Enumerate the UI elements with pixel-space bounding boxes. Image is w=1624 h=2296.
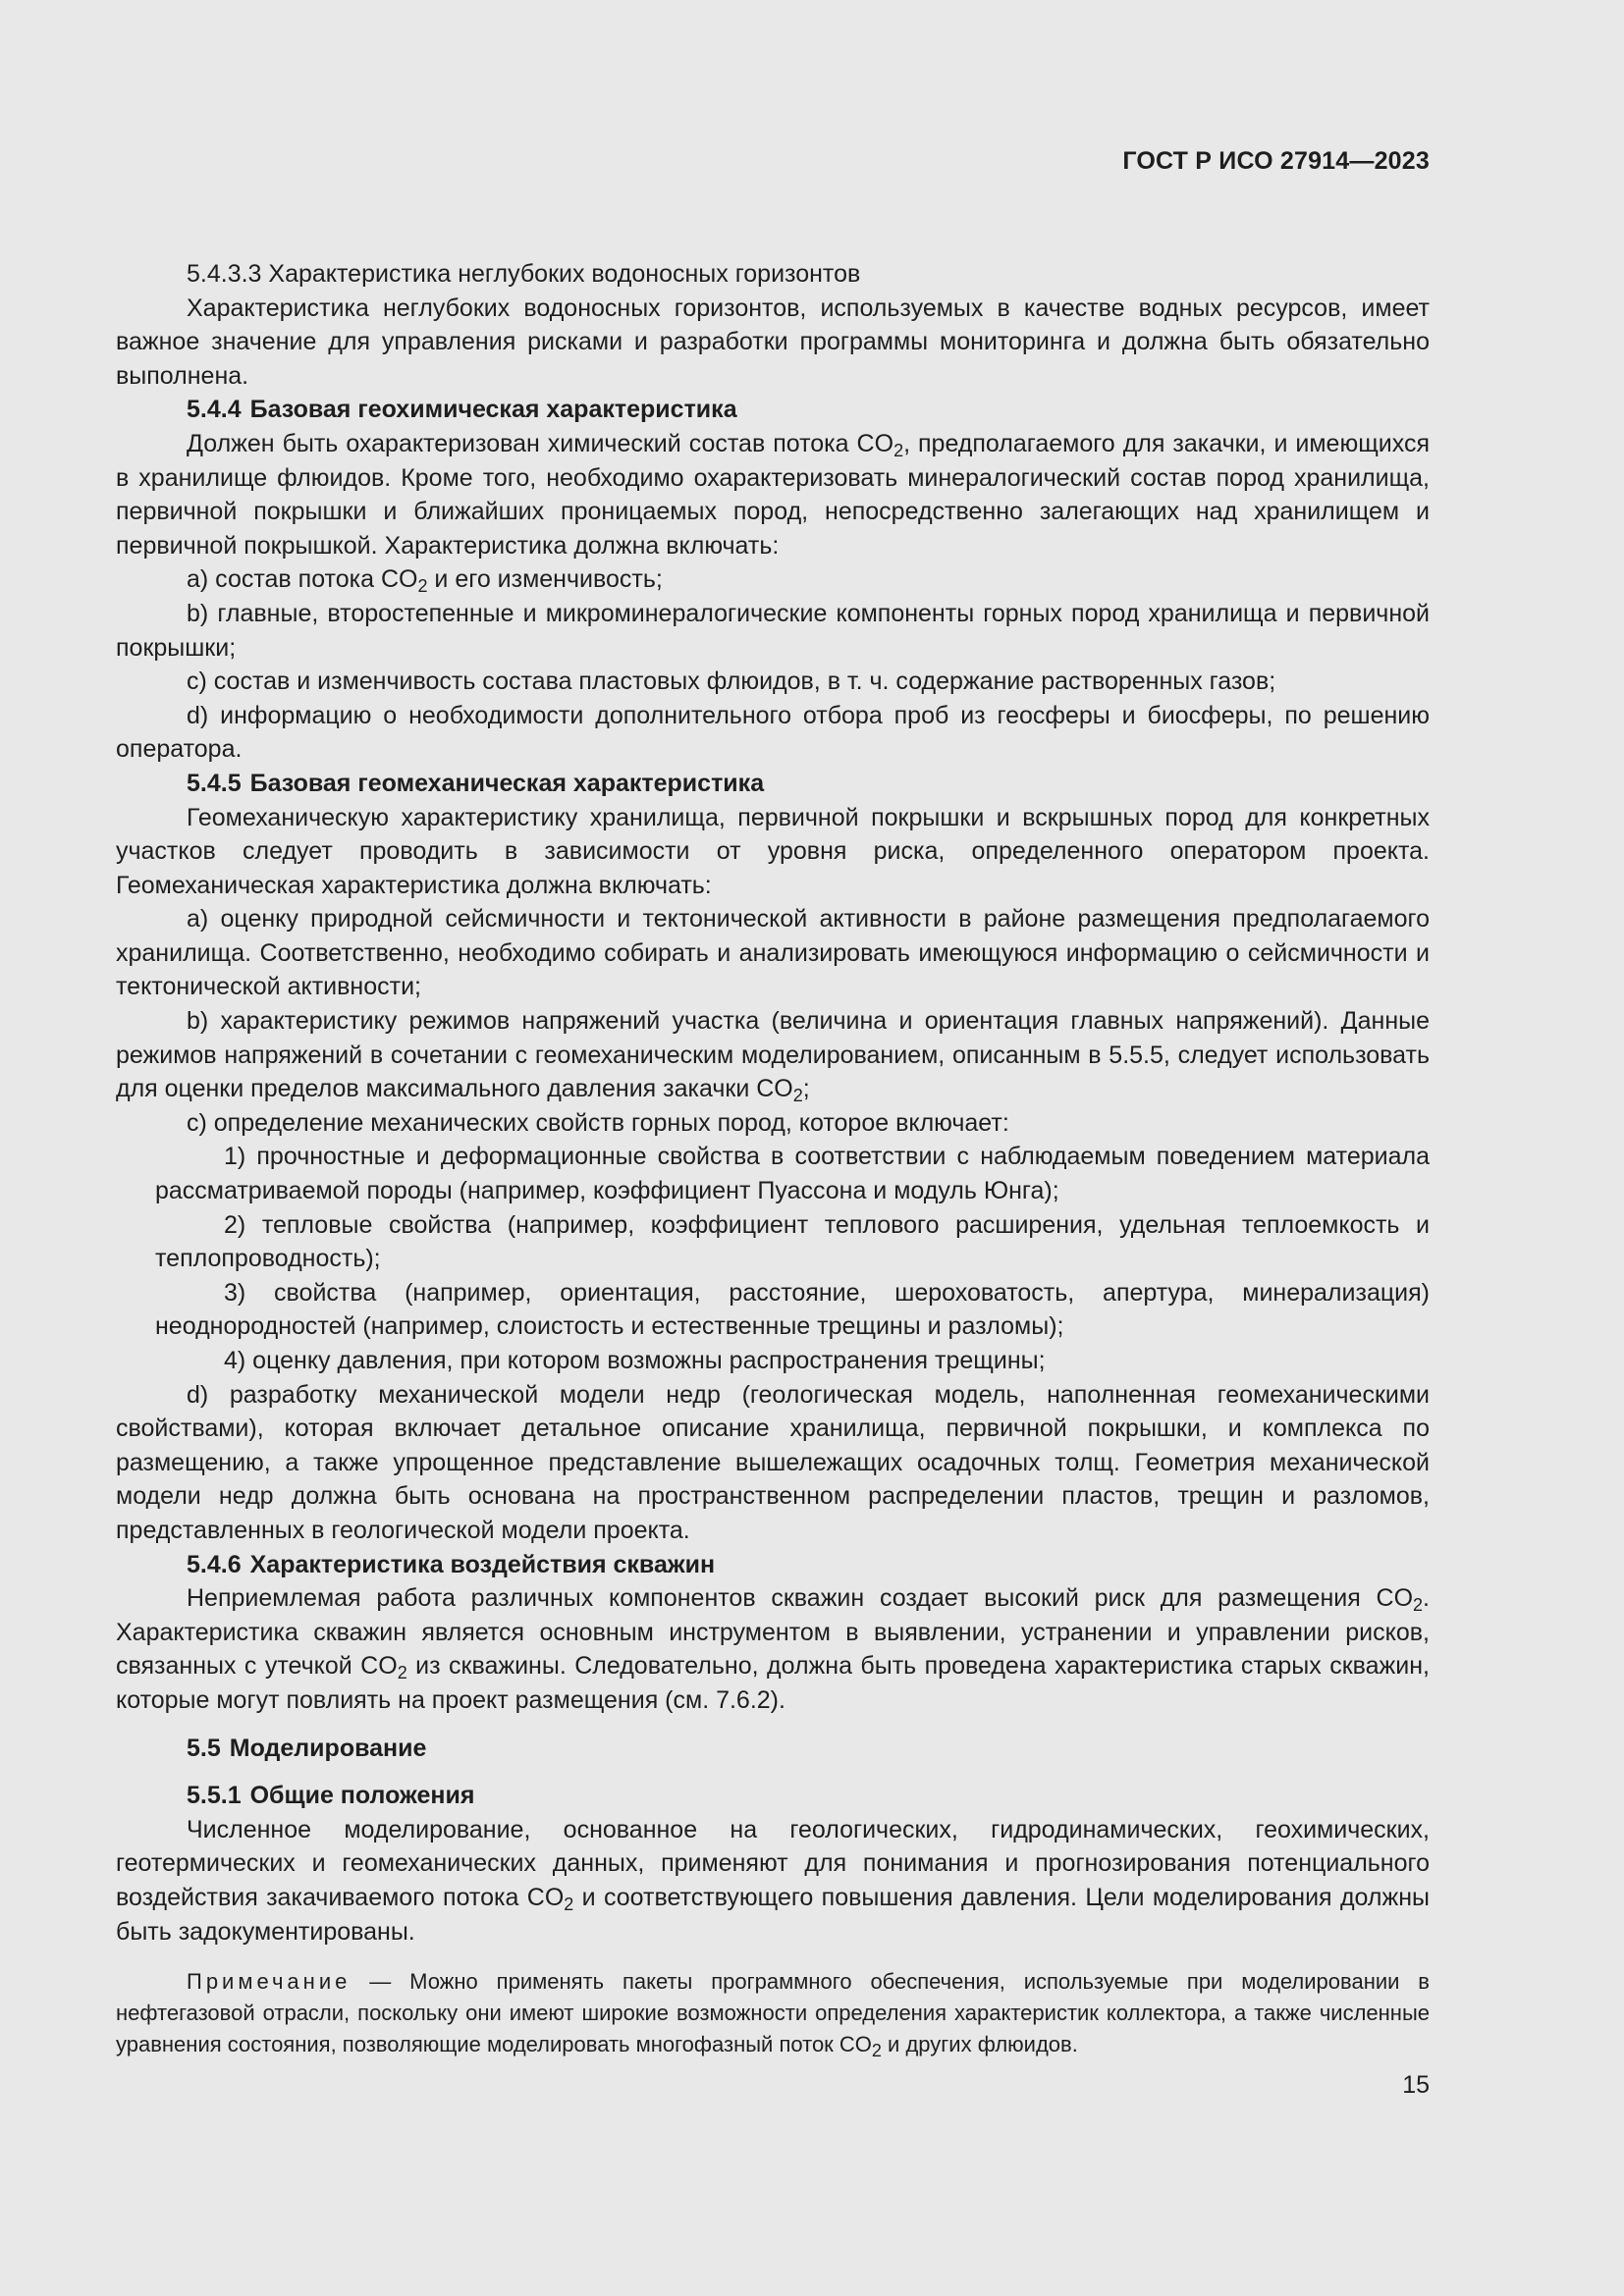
list-item: a) оценку природной сейсмичности и тектонической активности в районе размещения предполагаемого хранилища. Соответственно, необходимо собирать и анализировать имеющуюся информацию о сейсмичности и тектонической активности; [116, 905, 1430, 1001]
sub-list-item: 4) оценку давления, при котором возможны распространения трещины; [224, 1347, 1046, 1374]
note-label: Примечание [187, 1969, 352, 1995]
text: ; [802, 1075, 810, 1103]
subscript: 2 [792, 1086, 803, 1106]
text: Численное моделирование, основанное на геологических, гидродинамических, геохимических, геотермических и геомеханических данных, применяют для понимания и прогнозирования потенциального воздействия закачиваемого потока CO [116, 1815, 1430, 1911]
page-number: 15 [1402, 2071, 1430, 2099]
section-5-5-1-heading [116, 1779, 1430, 1813]
section-title: Базовая геомеханическая характеристика [249, 769, 765, 797]
note [116, 1966, 1430, 2060]
document-id-header: ГОСТ Р ИСО 27914—2023 [1122, 147, 1430, 175]
text: из скважины. Следовательно, должна быть проведена характеристика старых скважин, которые могут повлиять на проект размещения (см. 7.6.2). [116, 1652, 1430, 1714]
section-title: Характеристика воздействия скважин [249, 1550, 716, 1578]
paragraph [116, 427, 1430, 562]
text: Должен быть охарактеризован химический состав потока CO [187, 429, 894, 457]
list-item: d) информацию о необходимости дополнительного отбора проб из геосферы и биосферы, по решению оператора. [116, 701, 1430, 764]
paragraph [116, 1813, 1430, 1949]
text: и его изменчивость; [427, 565, 663, 594]
text: a) состав потока CO [187, 565, 418, 594]
paragraph: Геомеханическую характеристику хранилища, первичной покрышки и вскрышных пород для конкретных участков следует проводить в зависимости от уровня риска, определенного оператором проекта. Геомеханическая характеристика должна включать: [116, 803, 1430, 899]
text: b) характеристику режимов напряжений участка (величина и ориентация главных напряжений). Данные режимов напряжений в сочетании с геомеханическим моделированием, описанным в 5.5.5, следует использовать для оценки пределов максимального давления закачки CO [116, 1007, 1430, 1103]
text: — Можно применять пакеты программного обеспечения, используемые при моделировании в нефтегазовой отрасли, поскольку они имеют широкие возможности определения характеристик коллектора, а также численные уравнения состояния, позволяющие моделировать многофазный поток CO [116, 1969, 1430, 2057]
section-number: 5.5.1 [187, 1782, 242, 1810]
subscript: 2 [893, 440, 904, 460]
list-item [116, 1004, 1430, 1106]
text: и других флюидов. [881, 2032, 1078, 2057]
sub-list-item: 3) свойства (например, ориентация, расстояние, шероховатость, апертура, минерализация) неоднородностей (например, слоистость и естественные трещины и разломы); [155, 1278, 1430, 1341]
text: и соответствующего повышения давления. Цели моделирования должны быть задокументированы. [116, 1883, 1430, 1946]
section-number: 5.4.5 [187, 769, 242, 797]
list-item: c) определение механических свойств горных пород, которое включает: [187, 1108, 1009, 1137]
subscript: 2 [1413, 1595, 1424, 1616]
list-item: d) разработку механической модели недр (геологическая модель, наполненная геомеханическими свойствами), которая включает детальное описание хранилища, первичной покрышки, и комплекса по размещению, а также упрощенное представление вышележащих осадочных толщ. Геометрия механической модели недр должна быть основана на пространственном распределении пластов, трещин и разломов, представленных в геологической модели проекта. [116, 1380, 1430, 1544]
sub-list-item: 2) тепловые свойства (например, коэффициент теплового расширения, удельная теплоемкость и теплопроводность); [155, 1210, 1430, 1273]
section-title: Общие положения [249, 1782, 475, 1810]
document-body [116, 257, 1430, 2060]
section-5-4-6-heading [116, 1548, 1430, 1582]
section-number: 5.5 [187, 1734, 221, 1762]
sub-list-item: 1) прочностные и деформационные свойства в соответствии с наблюдаемым поведением материала рассматриваемой породы (например, коэффициент Пуассона и модуль Юнга); [155, 1143, 1430, 1205]
list-item [116, 562, 1430, 597]
subscript: 2 [397, 1663, 407, 1683]
subscript: 2 [871, 2041, 882, 2061]
section-number: 5.4.4 [187, 396, 242, 424]
list-item: b) главные, второстепенные и микроминералогические компоненты горных пород хранилища и первичной покрышки; [116, 599, 1430, 662]
paragraph [116, 1581, 1430, 1717]
section-5-4-5-heading [116, 767, 1430, 801]
text: . Характеристика скважин является основным инструментом в выявлении, устранении и управлении рисков, связанных с утечкой CO [116, 1584, 1430, 1681]
section-number: 5.4.6 [187, 1550, 242, 1578]
section-title: Базовая геохимическая характеристика [249, 396, 737, 424]
subscript: 2 [417, 576, 428, 597]
section-title: Моделирование [229, 1734, 427, 1762]
subscript: 2 [564, 1894, 574, 1914]
list-item: c) состав и изменчивость состава пластовых флюидов, в т. ч. содержание растворенных газов; [187, 667, 1276, 696]
section-5-5-heading [116, 1732, 1430, 1766]
text: , предполагаемого для закачки, и имеющихся в хранилище флюидов. Кроме того, необходимо охарактеризовать минералогический состав пород хранилища, первичной покрышки и ближайших проницаемых пород, непосредственно залегающих над хранилищем и первичной покрышкой. Характеристика должна включать: [116, 429, 1430, 560]
paragraph: Характеристика неглубоких водоносных горизонтов, используемых в качестве водных ресурсов, имеет важное значение для управления рисками и разработки программы мониторинга и должна быть обязательно выполнена. [116, 294, 1430, 390]
section-5-4-3-3-heading: 5.4.3.3 Характеристика неглубоких водоносных горизонтов [187, 260, 861, 288]
section-5-4-4-heading [116, 393, 1430, 427]
text: Неприемлемая работа различных компонентов скважин создает высокий риск для размещения CO [187, 1584, 1414, 1613]
